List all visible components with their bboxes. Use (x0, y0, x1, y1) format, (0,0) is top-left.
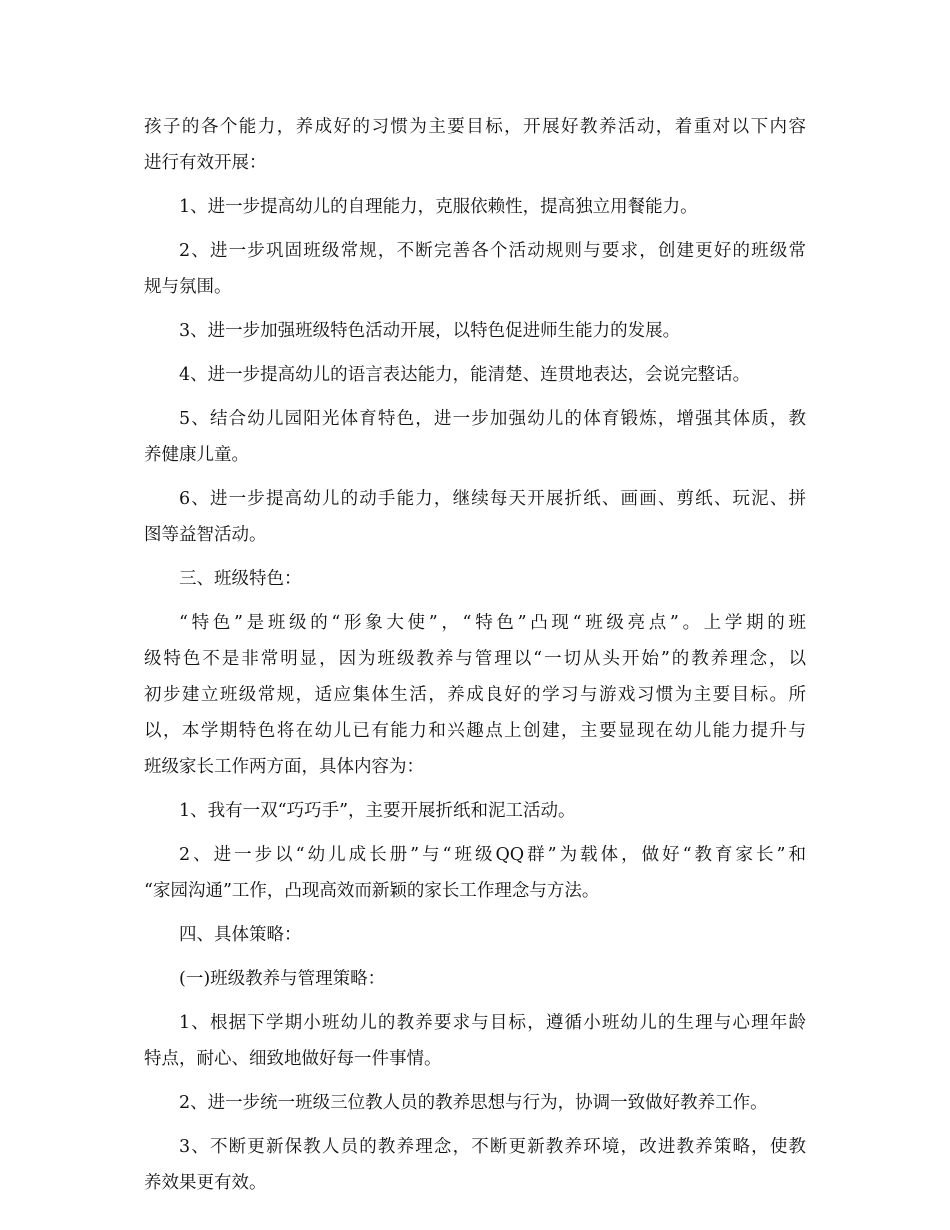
list-item-1: 1、进一步提高幼儿的自理能力，克服依赖性，提高独立用餐能力。 (179, 197, 698, 217)
subsection-heading-1: (一)班级教养与管理策略： (179, 969, 386, 989)
list-item-4: 4、进一步提高幼儿的语言表达能力，能清楚、连贯地表达，会说完整话。 (179, 365, 751, 385)
strategy-item-2: 2、进一步统一班级三位教人员的教养思想与行为，协调一致做好教养工作。 (179, 1093, 768, 1113)
strategy-item-3-line-1: 3、不断更新保教人员的教养理念，不断更新教养环境，改进教养策略，使教 (179, 1137, 806, 1157)
strategy-item-1-line-2: 特点，耐心、细致地做好每一件事情。 (144, 1049, 442, 1069)
list-item-3: 3、进一步加强班级特色活动开展，以特色促进师生能力的发展。 (179, 321, 681, 341)
list-item-2-line-2: 规与氛围。 (144, 277, 232, 297)
section-heading-3: 三、班级特色： (179, 569, 302, 589)
list-item-5-line-1: 5、结合幼儿园阳光体育特色，进一步加强幼儿的体育锻炼，增强其体质，教 (179, 409, 806, 429)
list-item-6-line-2: 图等益智活动。 (144, 525, 267, 545)
strategy-item-1-line-1: 1、根据下学期小班幼儿的教养要求与目标，遵循小班幼儿的生理与心理年龄 (179, 1013, 806, 1033)
list-item-6-line-1: 6、进一步提高幼儿的动手能力，继续每天开展折纸、画画、剪纸、玩泥、拼 (179, 489, 806, 509)
section-3-para-line-4: 以，本学期特色将在幼儿已有能力和兴趣点上创建，主要显现在幼儿能力提升与 (144, 721, 806, 741)
paragraph-line-1: 孩子的各个能力，养成好的习惯为主要目标，开展好教养活动，着重对以下内容 (144, 117, 806, 137)
paragraph-line-2: 进行有效开展： (144, 153, 267, 173)
list-item-2-line-1: 2、进一步巩固班级常规，不断完善各个活动规则与要求，创建更好的班级常 (179, 241, 806, 261)
section-3-para-line-5: 班级家长工作两方面，具体内容为： (144, 757, 424, 777)
feature-item-2-line-2: “家园沟通”工作，凸现高效而新颖的家长工作理念与方法。 (144, 881, 600, 901)
strategy-item-3-line-2: 养效果更有效。 (144, 1173, 267, 1193)
feature-item-1: 1、我有一双“巧巧手”，主要开展折纸和泥工活动。 (179, 801, 576, 821)
list-item-5-line-2: 养健康儿童。 (144, 445, 249, 465)
section-3-para-line-3: 初步建立班级常规，适应集体生活，养成良好的学习与游戏习惯为主要目标。所 (144, 685, 806, 705)
section-3-para-line-1: “特色”是班级的“形象大使”，“特色”凸现“班级亮点”。上学期的班 (179, 613, 806, 633)
section-3-para-line-2: 级特色不是非常明显，因为班级教养与管理以“一切从头开始”的教养理念，以 (144, 649, 806, 669)
section-heading-4: 四、具体策略： (179, 925, 302, 945)
feature-item-2-line-1: 2、进一步以“幼儿成长册”与“班级QQ群”为载体，做好“教育家长”和 (179, 845, 806, 865)
